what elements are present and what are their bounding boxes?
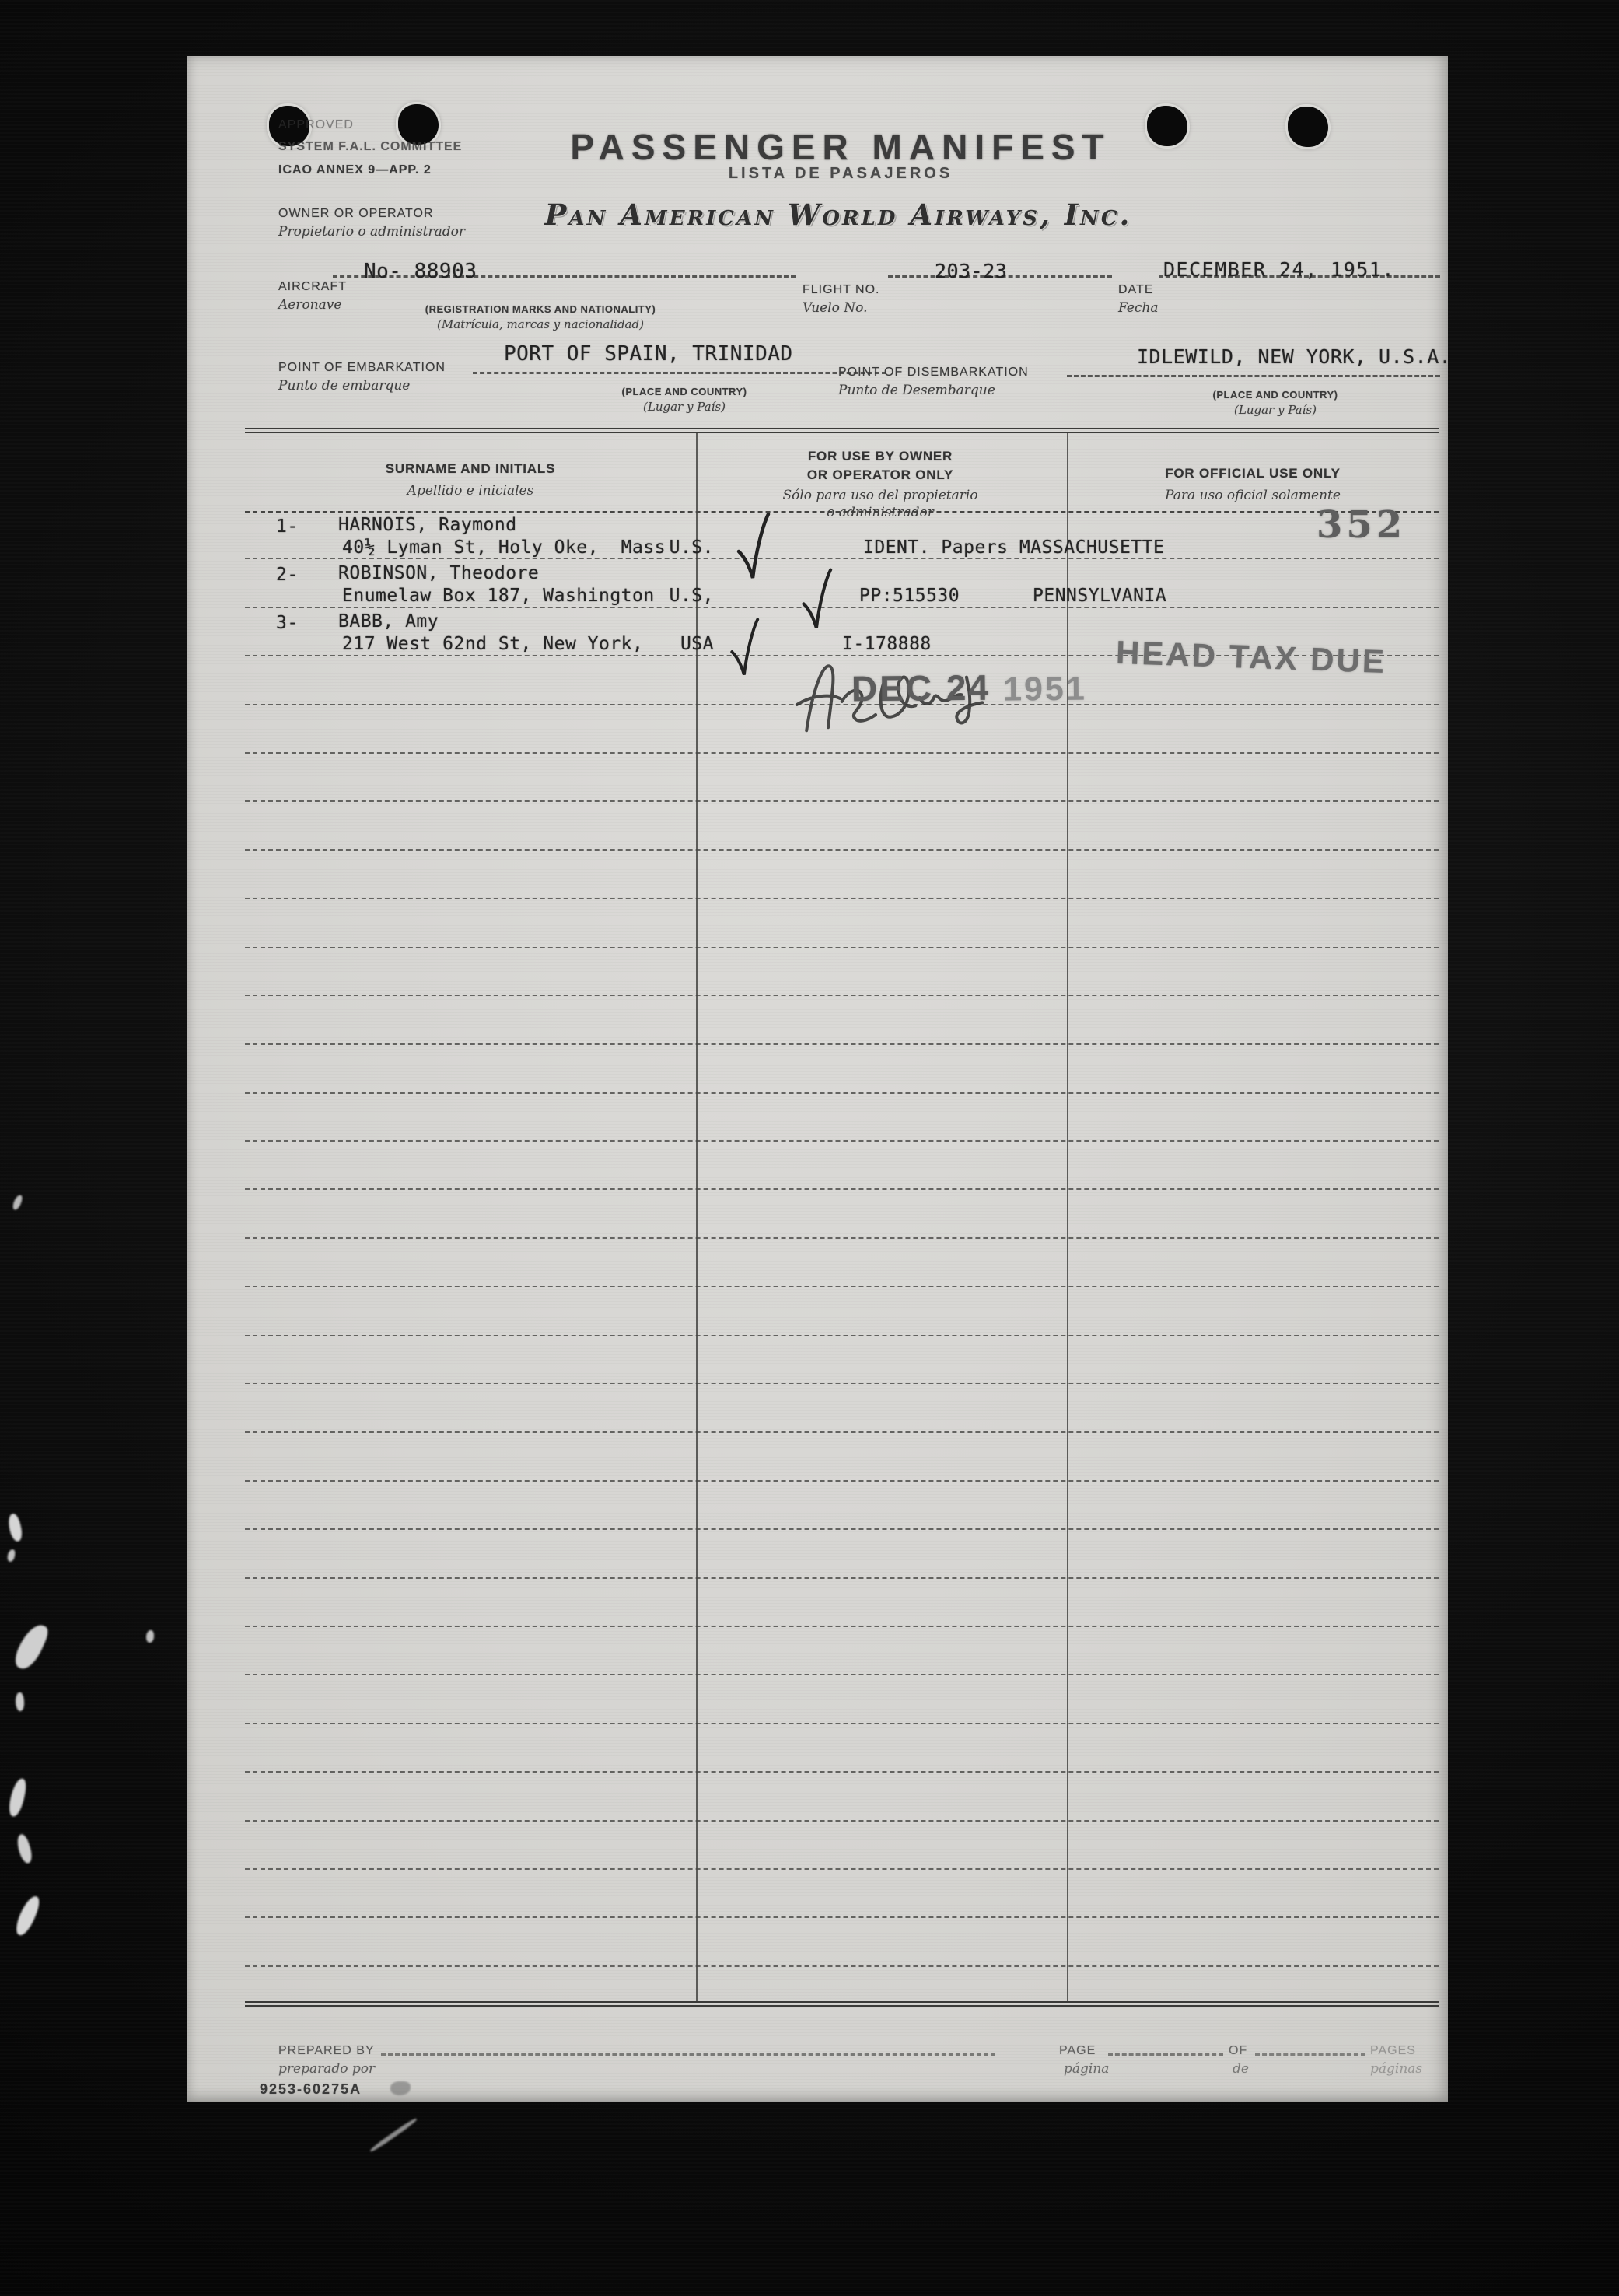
passenger-address-line	[342, 586, 714, 606]
head-tax-due-stamp: HEAD TAX DUE	[1115, 633, 1387, 681]
scan-artifact	[7, 1777, 28, 1818]
of-label-es: de	[1233, 2061, 1249, 2077]
flight-label: FLIGHT NO.	[803, 283, 880, 296]
prepared-by-label-es: preparado por	[278, 2061, 376, 2077]
passenger-docs: PP:515530	[859, 586, 960, 606]
passenger-address-line	[342, 634, 714, 654]
manifest-row-line	[245, 948, 1439, 996]
disembarkation-label: POINT OF DISEMBARKATION	[838, 366, 1029, 379]
column-header-owner-es-1: Sólo para uso del propietario	[782, 488, 978, 503]
embarkation-label: POINT OF EMBARKATION	[278, 361, 446, 374]
passenger-number: 2-	[276, 565, 299, 585]
column-header-owner-2: OR OPERATOR ONLY	[806, 467, 954, 482]
scan-artifact	[13, 1893, 43, 1937]
manifest-row-line	[245, 851, 1439, 899]
manifest-row-line	[245, 1239, 1439, 1287]
approval-line: APPROVED	[278, 118, 354, 131]
passenger-address: Enumelaw Box 187, Washington	[342, 586, 655, 606]
aircraft-number-value: No- 88903	[364, 260, 477, 283]
date-value: DECEMBER 24, 1951.	[1163, 258, 1395, 281]
manifest-row-line	[245, 1773, 1439, 1821]
page-label-es: página	[1064, 2061, 1110, 2077]
prepared-by-label: PREPARED BY	[278, 2044, 375, 2057]
manifest-row-line	[245, 1190, 1439, 1238]
column-header-surname: SURNAME AND INITIALS	[385, 461, 556, 476]
date-stamp-month-day: DEC 24	[851, 667, 991, 709]
embarkation-fill-line	[473, 372, 886, 374]
passenger-state: PENNSYLVANIA	[1033, 586, 1167, 606]
disembarkation-fill-line	[1067, 375, 1440, 377]
date-stamp-year: 1951	[1002, 670, 1087, 709]
scan-artifact	[15, 1692, 25, 1711]
manifest-row-line	[245, 1724, 1439, 1773]
manifest-row-line	[245, 1870, 1439, 1918]
column-header-owner-1: FOR USE BY OWNER	[807, 449, 953, 464]
checkmark	[733, 511, 771, 581]
passenger-country: USA	[680, 634, 714, 654]
scan-artifact	[7, 1549, 16, 1562]
manifest-row-line	[245, 1918, 1439, 1966]
passenger-country: U.S.	[669, 537, 714, 558]
manifest-row-line	[245, 754, 1439, 802]
scan-artifact	[12, 1620, 51, 1673]
scan-artifact	[369, 2117, 418, 2153]
manifest-row-line	[245, 1384, 1439, 1433]
page-label: PAGE	[1059, 2044, 1096, 2057]
manifest-row-line	[245, 1822, 1439, 1870]
passenger-address-line	[342, 537, 714, 558]
manifest-row-line	[245, 1675, 1439, 1724]
prepared-by-fill-line	[381, 2053, 995, 2056]
date-label: DATE	[1118, 283, 1154, 296]
official-number-stamp: 352	[1317, 503, 1407, 547]
owner-operator-label: OWNER OR OPERATOR	[278, 207, 434, 220]
embarkation-label-es: Punto de embarque	[278, 378, 411, 394]
passenger-docs: I-178888	[842, 634, 932, 654]
disembarkation-value: IDLEWILD, NEW YORK, U.S.A.	[1137, 345, 1452, 368]
passenger-address: 217 West 62nd St, New York,	[342, 634, 644, 654]
column-header-official-es: Para uso oficial solamente	[1165, 488, 1341, 503]
manifest-row-line	[245, 1579, 1439, 1627]
scan-artifact	[146, 1630, 154, 1643]
column-header-official: FOR OFFICIAL USE ONLY	[1165, 466, 1341, 481]
passenger-address: 40½ Lyman St, Holy Oke, Mass	[342, 537, 666, 558]
owner-operator-label-es: Propietario o administrador	[278, 224, 466, 240]
disembarkation-sub-label: (PLACE AND COUNTRY)	[1212, 389, 1338, 401]
embarkation-value: PORT OF SPAIN, TRINIDAD	[504, 342, 793, 366]
airline-name: Pan American World Airways, Inc.	[544, 198, 1132, 232]
flight-number-value: 203-23	[935, 260, 1008, 282]
page-title: PASSENGER MANIFEST	[570, 127, 1111, 167]
ink-smudge	[390, 2081, 411, 2095]
pages-label: PAGES	[1370, 2044, 1416, 2057]
passenger-number: 1-	[276, 516, 299, 537]
manifest-row-line	[245, 802, 1439, 850]
form-number: 9253-60275A	[260, 2081, 362, 2097]
pages-label-es: páginas	[1370, 2061, 1423, 2077]
committee-line: SYSTEM F.A.L. COMMITTEE	[278, 140, 463, 153]
aircraft-label-es: Aeronave	[278, 297, 342, 313]
column-header-surname-es: Apellido e iniciales	[407, 483, 534, 499]
embarkation-sub-label: (PLACE AND COUNTRY)	[621, 386, 747, 397]
passenger-number: 3-	[276, 613, 299, 633]
checkmark	[799, 567, 833, 631]
manifest-row-line	[245, 1142, 1439, 1190]
manifest-row-line	[245, 996, 1439, 1045]
disembarkation-label-es: Punto de Desembarque	[838, 383, 995, 398]
checkmark	[727, 617, 760, 677]
embarkation-sub-label-es: (Lugar y País)	[643, 400, 726, 414]
page-fill-line	[1108, 2053, 1223, 2056]
passenger-name: HARNOIS, Raymond	[338, 515, 517, 535]
manifest-row-line	[245, 1530, 1439, 1578]
punch-hole	[1147, 106, 1187, 146]
manifest-row-line	[245, 899, 1439, 947]
scan-artifact	[6, 1513, 25, 1543]
aircraft-sub-label: (REGISTRATION MARKS AND NATIONALITY)	[425, 303, 656, 315]
passenger-docs: IDENT. Papers MASSACHUSETTE	[863, 537, 1165, 558]
manifest-row-line	[245, 1287, 1439, 1335]
disembarkation-sub-label-es: (Lugar y País)	[1234, 403, 1317, 417]
column-header-owner-es-2: o administrador	[827, 505, 934, 520]
scan-artifact	[12, 1194, 23, 1211]
manifest-row-line	[245, 1336, 1439, 1384]
manifest-row-line	[245, 1094, 1439, 1142]
page-subtitle: LISTA DE PASAJEROS	[728, 165, 953, 182]
manifest-table	[245, 428, 1439, 2007]
flight-label-es: Vuelo No.	[803, 300, 868, 316]
punch-hole	[1288, 107, 1328, 147]
icao-annex-line: ICAO ANNEX 9—APP. 2	[278, 163, 432, 177]
punch-hole	[398, 104, 439, 145]
of-label: OF	[1229, 2044, 1248, 2057]
aircraft-sub-label-es: (Matrícula, marcas y nacionalidad)	[437, 317, 644, 331]
passenger-name: BABB, Amy	[338, 611, 439, 632]
passenger-name: ROBINSON, Theodore	[338, 563, 540, 583]
manifest-row-line	[245, 1045, 1439, 1093]
date-label-es: Fecha	[1118, 300, 1159, 316]
of-fill-line	[1255, 2053, 1365, 2056]
aircraft-label: AIRCRAFT	[278, 280, 347, 293]
passenger-country: U.S,	[669, 586, 714, 606]
manifest-row-line	[245, 1433, 1439, 1481]
date-received-stamp	[851, 666, 1087, 710]
passenger-manifest-page	[187, 56, 1452, 2102]
manifest-row-line	[245, 1627, 1439, 1675]
manifest-row-line	[245, 1482, 1439, 1530]
scan-artifact	[14, 1833, 34, 1865]
